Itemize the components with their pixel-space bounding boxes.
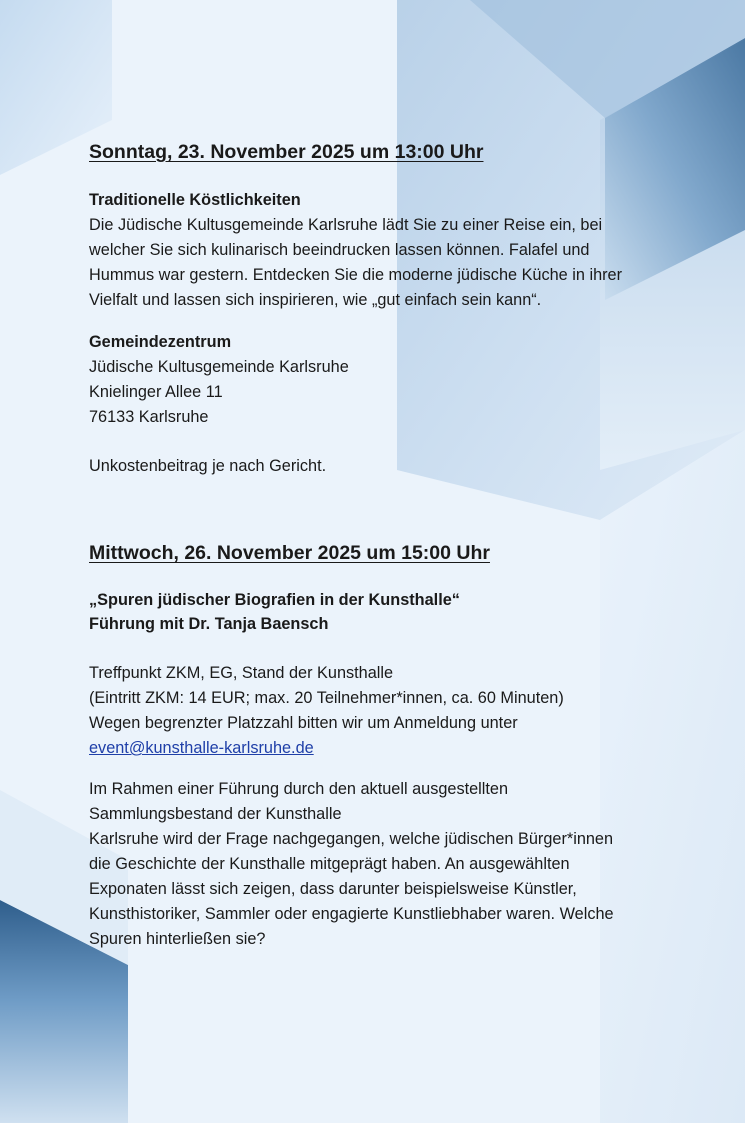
- event2-description-line: Karlsruhe wird der Frage nachgegangen, welche jüdischen Bürger*innen: [89, 830, 614, 848]
- event1-location-line: 76133 Karlsruhe: [89, 408, 209, 426]
- event1-description-line: Vielfalt und lassen sich inspirieren, wie „gut einfach sein kann“.: [89, 291, 542, 309]
- event1-description-line: Hummus war gestern. Entdecken Sie die moderne jüdische Küche in ihrer: [89, 266, 623, 284]
- event2-email-link[interactable]: event@kunsthalle-karlsruhe.de: [89, 739, 314, 757]
- event1-heading: Sonntag, 23. November 2025 um 13:00 Uhr: [89, 141, 484, 163]
- event2-description-line: die Geschichte der Kunsthalle mitgeprägt haben. An ausgewählten: [89, 855, 570, 873]
- event2-details-line: Wegen begrenzter Platzzahl bitten wir um Anmeldung unter: [89, 714, 518, 732]
- event1-location-line: Jüdische Kultusgemeinde Karlsruhe: [89, 358, 349, 376]
- event1-description-line: Die Jüdische Kultusgemeinde Karlsruhe lädt Sie zu einer Reise ein, bei: [89, 216, 603, 234]
- event2-description-line: Sammlungsbestand der Kunsthalle: [89, 805, 342, 823]
- event1-description-line: welcher Sie sich kulinarisch beeindrucken lassen können. Falafel und: [89, 241, 590, 259]
- event1-location-line: Knielinger Allee 11: [89, 383, 223, 401]
- event2-description-line: Spuren hinterließen sie?: [89, 930, 266, 948]
- event2-description-line: Exponaten lässt sich zeigen, dass darunter beispielsweise Künstler,: [89, 880, 577, 898]
- event2-details-line: Treffpunkt ZKM, EG, Stand der Kunsthalle: [89, 664, 394, 682]
- event2-description-line: Kunsthistoriker, Sammler oder engagierte Kunstliebhaber waren. Welche: [89, 905, 614, 923]
- event2-title-line: Führung mit Dr. Tanja Baensch: [89, 615, 329, 633]
- event2-description-line: Im Rahmen einer Führung durch den aktuell ausgestellten: [89, 780, 509, 798]
- event1-title: Traditionelle Köstlichkeiten: [89, 191, 301, 209]
- event2-title-line: „Spuren jüdischer Biografien in der Kunsthalle“: [89, 591, 460, 609]
- event1-location-title: Gemeindezentrum: [89, 333, 232, 351]
- event1-fee: Unkostenbeitrag je nach Gericht.: [89, 457, 327, 475]
- event2-heading: Mittwoch, 26. November 2025 um 15:00 Uhr: [89, 542, 490, 564]
- event2-details-line: (Eintritt ZKM: 14 EUR; max. 20 Teilnehmer*innen, ca. 60 Minuten): [89, 689, 564, 707]
